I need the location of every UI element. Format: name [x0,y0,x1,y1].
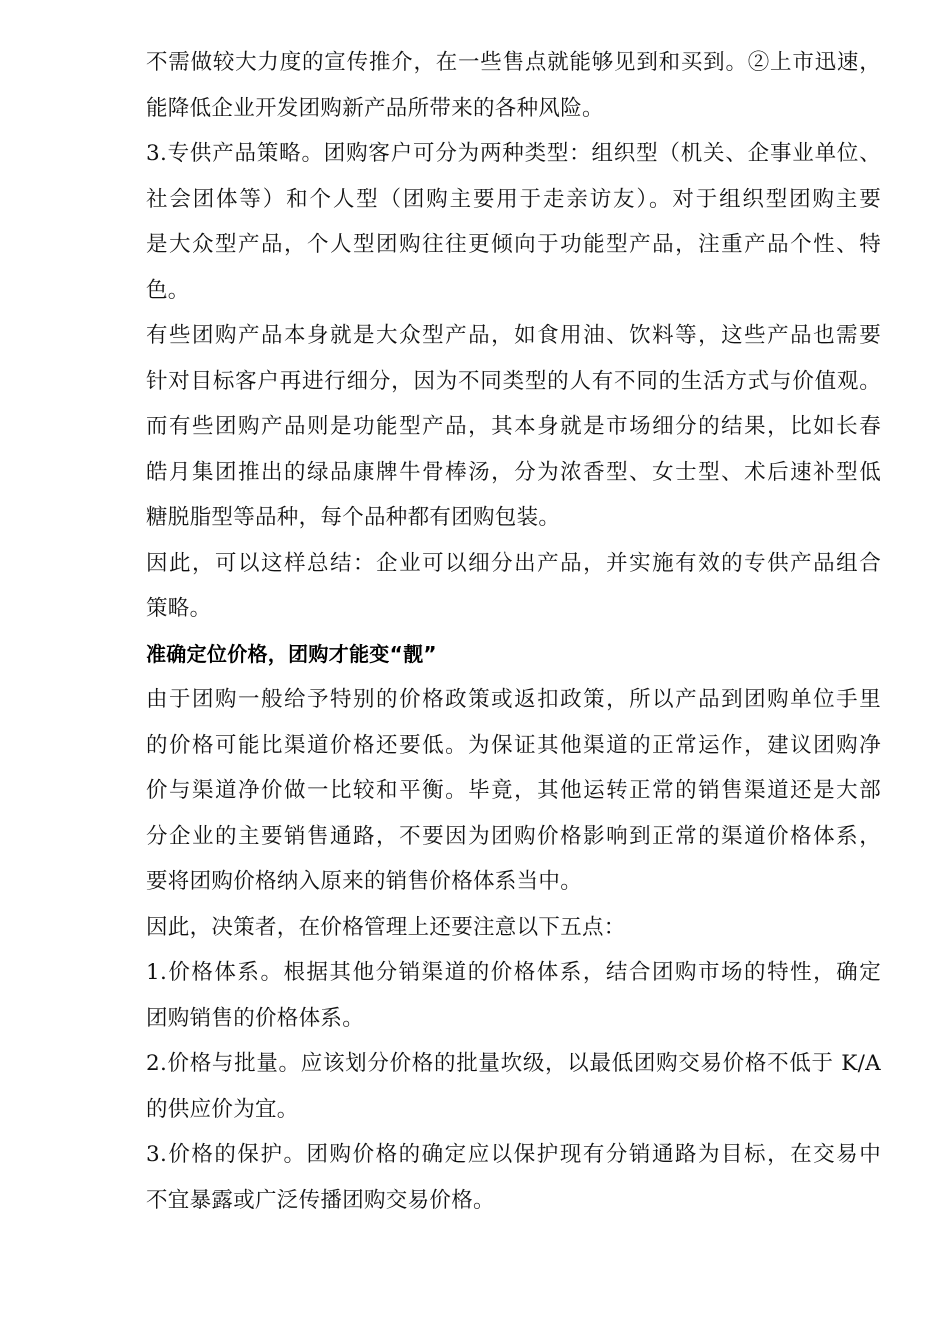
paragraph-line: 有些团购产品本身就是大众型产品，如食用油、饮料等，这些产品也需要 [146,323,881,348]
list-item-line: 的供应价为宜。 [146,1096,299,1122]
paragraph-line: 由于团购一般给予特别的价格政策或返扣政策，所以产品到团购单位手里 [146,687,881,712]
paragraph-line: 能降低企业开发团购新产品所带来的各种风险。 [146,95,604,121]
paragraph-line: 而有些团购产品则是功能型产品，其本身就是市场细分的结果，比如长春 [146,414,881,439]
paragraph-line: 不需做较大力度的宣传推介，在一些售点就能够见到和买到。②上市迅速， [146,50,881,75]
paragraph-line: 要将团购价格纳入原来的销售价格体系当中。 [146,869,583,894]
paragraph-line: 糖脱脂型等品种，每个品种都有团购包装。 [146,505,561,530]
paragraph-line: 3.专供产品策略。团购客户可分为两种类型：组织型（机关、企事业单位、 [146,141,881,166]
list-item-line: 2.价格与批量。应该划分价格的批量坎级，以最低团购交易价格不低于 K/A [146,1051,881,1076]
paragraph-line: 色。 [146,277,190,303]
list-item-line: 3.价格的保护。团购价格的确定应以保护现有分销通路为目标，在交易中 [146,1142,881,1167]
list-item-line: 团购销售的价格体系。 [146,1005,365,1031]
section-heading: 准确定位价格，团购才能变“靓” [146,641,437,666]
paragraph-line: 价与渠道净价做一比较和平衡。毕竟，其他运转正常的销售渠道还是大部 [146,778,881,803]
paragraph-line: 分企业的主要销售通路，不要因为团购价格影响到正常的渠道价格体系， [146,823,881,849]
document-body [146,40,881,1223]
paragraph-line: 社会团体等）和个人型（团购主要用于走亲访友）。对于组织型团购主要 [146,186,881,212]
list-item-line: 不宜暴露或广泛传播团购交易价格。 [146,1187,495,1213]
paragraph-line: 是大众型产品，个人型团购往往更倾向于功能型产品，注重产品个性、特 [146,232,881,257]
paragraph-line: 针对目标客户再进行细分，因为不同类型的人有不同的生活方式与价值观。 [146,368,881,394]
paragraph-line: 因此，可以这样总结：企业可以细分出产品，并实施有效的专供产品组合 [146,550,881,576]
paragraph-line: 因此，决策者，在价格管理上还要注意以下五点： [146,914,626,940]
paragraph-line: 的价格可能比渠道价格还要低。为保证其他渠道的正常运作，建议团购净 [146,732,881,758]
paragraph-line: 皓月集团推出的绿品康牌牛骨棒汤，分为浓香型、女士型、术后速补型低 [146,459,881,485]
paragraph-line: 策略。 [146,596,212,621]
list-item-line: 1.价格体系。根据其他分销渠道的价格体系，结合团购市场的特性，确定 [146,960,881,985]
